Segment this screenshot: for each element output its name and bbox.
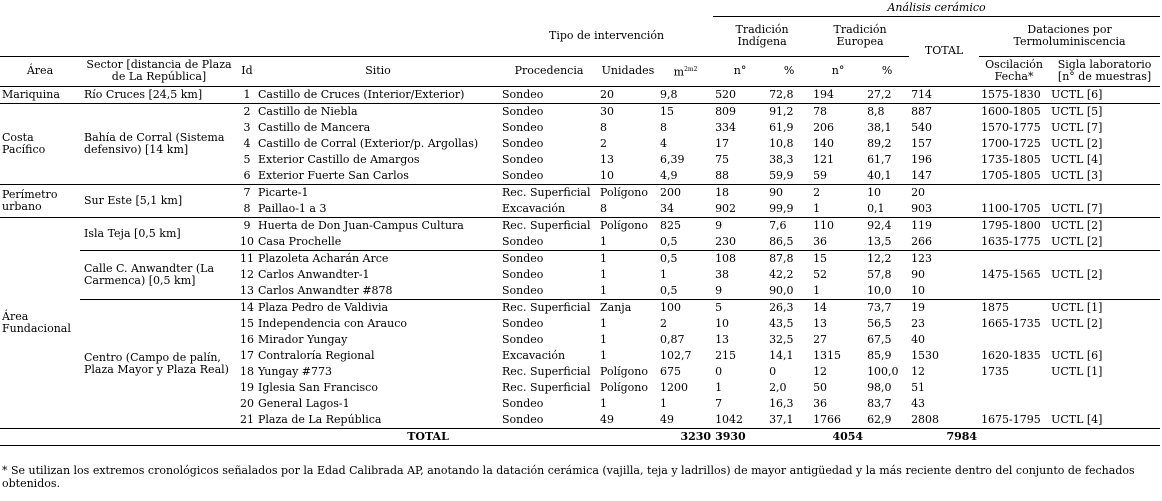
n-indigena-cell: 88	[715, 168, 730, 182]
sigla-cell: UCTL [3]	[1051, 168, 1103, 182]
n-europea-cell: 13	[813, 316, 828, 330]
pct-indigena-cell: 61,9	[769, 120, 794, 134]
n-europea-cell: 1	[813, 283, 821, 297]
sitio-cell: Castillo de Corral (Exterior/p. Argollas)	[258, 136, 479, 150]
id-cell: 8	[243, 201, 251, 215]
pct-europea-cell: 38,1	[867, 120, 892, 134]
unidades-cell: 20	[600, 87, 614, 101]
unidades-cell: 1	[600, 396, 607, 410]
sigla-cell	[1049, 380, 1160, 396]
procedencia-cell: Sondeo	[502, 412, 544, 426]
m2-cell: 34	[660, 201, 674, 215]
pct-europea-cell: 56,5	[867, 316, 892, 330]
sigla-cell	[1049, 283, 1160, 300]
procedencia-cell: Excavación	[502, 348, 566, 362]
n-indigena-cell: 75	[715, 152, 730, 166]
total-cell: 123	[909, 250, 979, 267]
n-europea-cell: 59	[813, 168, 828, 182]
oscilacion-cell: 1475-1565	[981, 267, 1041, 281]
sitio-cell: Carlos Anwandter-1	[258, 267, 370, 281]
pct-indigena-cell: 90	[767, 184, 811, 201]
m2-cell: 825	[658, 217, 713, 234]
m2-cell: 102,7	[660, 348, 692, 362]
unidades-cell: Polígono	[600, 364, 648, 378]
m2-cell: 6,39	[660, 152, 685, 166]
area-cell: Mariquina	[2, 87, 60, 101]
pct-indigena-cell: 99,9	[769, 201, 794, 215]
totals-row	[0, 428, 1160, 445]
footnote: * Se utilizan los extremos cronológicos señalados por la Edad Calibrada AP, anotando la datación cerámica (vajilla, teja y ladrillos) de mayor antigüedad y la más reciente dentro del conjunto de fechados obtenidos.	[2, 464, 1135, 490]
id-cell: 18	[240, 364, 254, 378]
oscilacion-cell: 1570-1775	[981, 120, 1041, 134]
sigla-cell: UCTL [2]	[1051, 316, 1103, 330]
procedencia-cell: Rec. Superficial	[502, 380, 591, 394]
n-indigena-cell: 215	[715, 348, 737, 362]
oscilacion-cell: 1675-1795	[981, 412, 1041, 426]
n-europea-cell: 36	[813, 234, 828, 248]
sitio-cell: Independencia con Arauco	[258, 316, 407, 330]
pct-europea-cell: 12,2	[865, 250, 909, 267]
sitio-cell: Picarte-1	[256, 184, 500, 201]
area-cell: Costa Pacífico	[0, 103, 80, 184]
id-cell: 19	[240, 380, 254, 394]
unidades-cell: 1	[600, 267, 607, 281]
sigla-heading: Sigla laboratorio [n° de muestras]	[1049, 56, 1160, 86]
unidades-cell: 1	[600, 332, 607, 346]
pct-indigena-cell: 0	[769, 364, 777, 378]
n-indigena-cell: 9	[715, 283, 723, 297]
pct-indigena-cell: 43,5	[769, 316, 794, 330]
m2-cell: 200	[658, 184, 713, 201]
sitio-cell: Plaza de La República	[258, 412, 382, 426]
table-row	[0, 299, 1160, 316]
sector-cell: Bahía de Corral (Sistema defensivo) [14 km]	[80, 103, 238, 184]
sitio-heading: Sitio	[256, 56, 500, 86]
pct-europea-cell: 40,1	[867, 168, 892, 182]
n-indigena-cell: 809	[713, 103, 767, 120]
sitio-cell: General Lagos-1	[258, 396, 350, 410]
unidades-cell: 13	[600, 152, 614, 166]
sitio-cell: Exterior Fuerte San Carlos	[258, 168, 409, 182]
sector-cell: Río Cruces [24,5 km]	[84, 87, 203, 101]
pct-europea-cell: 67,5	[867, 332, 892, 346]
id-cell: 20	[240, 396, 254, 410]
pct-indigena-cell: 2,0	[769, 380, 787, 394]
total-cell: 157	[911, 136, 933, 150]
table-row	[0, 217, 1160, 234]
m2-cell: 49	[660, 412, 674, 426]
pct-indigena-cell: 59,9	[769, 168, 794, 182]
totals-m2: 3230	[658, 428, 713, 445]
pct-indigena-cell: 42,2	[769, 267, 794, 281]
sitio-cell: Carlos Anwandter #878	[258, 283, 393, 297]
sigla-cell: UCTL [7]	[1051, 120, 1103, 134]
pct-indigena-cell: 72,8	[769, 87, 794, 101]
sitio-cell: Exterior Castillo de Amargos	[258, 152, 420, 166]
sigla-cell: UCTL [2]	[1051, 234, 1103, 248]
pct-europea-cell: 27,2	[867, 87, 892, 101]
m2-cell: 2	[660, 316, 667, 330]
n-europea-cell: 194	[813, 87, 835, 101]
unidades-cell: Zanja	[598, 299, 658, 316]
sitio-cell: Iglesia San Francisco	[258, 380, 378, 394]
sitio-cell: Huerta de Don Juan-Campus Cultura	[256, 217, 500, 234]
total-cell: 43	[911, 396, 926, 410]
procedencia-cell: Sondeo	[502, 136, 544, 150]
id-cell: 5	[243, 152, 251, 166]
oscilacion-cell	[979, 250, 1049, 267]
sigla-cell: UCTL [5]	[1049, 103, 1160, 120]
totals-label: TOTAL	[238, 428, 500, 445]
id-cell: 10	[240, 234, 254, 248]
procedencia-cell: Sondeo	[502, 316, 544, 330]
table-row	[0, 86, 1160, 103]
sitio-cell: Mirador Yungay	[258, 332, 348, 346]
n-europea-cell: 78	[811, 103, 865, 120]
n-europea-cell: 1315	[813, 348, 842, 362]
procedencia-cell: Sondeo	[502, 120, 544, 134]
oscilacion-cell: 1100-1705	[981, 201, 1041, 215]
n-indigena-cell: 230	[715, 234, 737, 248]
sigla-cell: UCTL [7]	[1051, 201, 1103, 215]
procedencia-cell: Sondeo	[500, 250, 598, 267]
oscilacion-heading: Oscilación Fecha*	[979, 56, 1049, 86]
procedencia-cell: Sondeo	[502, 234, 544, 248]
unidades-cell: 1	[600, 348, 607, 362]
n-indigena-cell: 10	[715, 316, 730, 330]
sitio-cell: Contraloría Regional	[258, 348, 375, 362]
pct-europea-cell: 0,1	[867, 201, 885, 215]
sector-cell: Sur Este [5,1 km]	[80, 184, 238, 217]
m2-cell: 4,9	[660, 168, 678, 182]
tradicion-europea-heading: Tradición Europea	[811, 16, 909, 56]
m2-cell: 4	[660, 136, 667, 150]
n-europea-cell: 2	[811, 184, 865, 201]
n-indigena-heading: n°	[713, 56, 767, 86]
id-cell: 12	[240, 267, 254, 281]
table-row	[0, 103, 1160, 120]
n-indigena-cell: 902	[715, 201, 737, 215]
oscilacion-cell: 1620-1835	[981, 348, 1041, 362]
pct-europea-cell: 10	[865, 184, 909, 201]
sitio-cell: Plaza Pedro de Valdivia	[256, 299, 500, 316]
procedencia-cell: Excavación	[502, 201, 566, 215]
pct-indigena-heading: %	[767, 56, 811, 86]
pct-indigena-cell: 14,1	[769, 348, 794, 362]
procedencia-cell: Sondeo	[502, 332, 544, 346]
sector-cell: Calle C. Anwandter (La Carmenca) [0,5 km]	[80, 250, 238, 299]
n-europea-cell: 206	[813, 120, 835, 134]
pct-indigena-cell: 26,3	[767, 299, 811, 316]
n-indigena-cell: 18	[713, 184, 767, 201]
id-cell: 4	[243, 136, 251, 150]
total-cell: 20	[909, 184, 979, 201]
sitio-cell: Castillo de Niebla	[256, 103, 500, 120]
procedencia-cell: Rec. Superficial	[502, 364, 591, 378]
total-cell: 23	[911, 316, 926, 330]
pct-indigena-cell: 7,6	[767, 217, 811, 234]
oscilacion-cell: 1735-1805	[981, 152, 1041, 166]
total-cell: 887	[909, 103, 979, 120]
unidades-cell: 30	[598, 103, 658, 120]
sitio-cell: Castillo de Cruces (Interior/Exterior)	[258, 87, 465, 101]
table-body	[0, 86, 1160, 428]
total-cell: 40	[911, 332, 926, 346]
id-cell: 14	[240, 300, 254, 314]
m2-cell: 9,8	[660, 87, 678, 101]
pct-indigena-cell: 32,5	[769, 332, 794, 346]
id-cell: 21	[240, 412, 254, 426]
oscilacion-cell: 1575-1830	[981, 87, 1041, 101]
procedencia-cell: Sondeo	[502, 283, 544, 297]
id-cell: 6	[243, 168, 251, 182]
totals-total: 7984	[909, 428, 979, 445]
m2-cell: 0,5	[660, 283, 678, 297]
n-indigena-cell: 13	[715, 332, 730, 346]
pct-europea-cell: 89,2	[867, 136, 892, 150]
pct-indigena-cell: 87,8	[767, 250, 811, 267]
area-cell: Perímetro urbano	[0, 184, 80, 217]
n-indigena-cell: 108	[713, 250, 767, 267]
id-cell: 13	[240, 283, 254, 297]
total-cell: 119	[909, 217, 979, 234]
total-cell: 266	[911, 234, 933, 248]
pct-europea-cell: 62,9	[867, 412, 892, 426]
id-cell: 17	[240, 348, 254, 362]
n-indigena-cell: 9	[713, 217, 767, 234]
total-cell: 19	[909, 299, 979, 316]
n-europea-heading: n°	[811, 56, 865, 86]
pct-europea-cell: 85,9	[867, 348, 892, 362]
m2-heading-text: m	[673, 65, 685, 79]
unidades-cell: 8	[600, 201, 607, 215]
unidades-cell: 1	[600, 283, 607, 297]
n-europea-cell: 15	[811, 250, 865, 267]
pct-europea-cell: 61,7	[867, 152, 892, 166]
total-cell: 903	[911, 201, 933, 215]
unidades-cell: Polígono	[598, 184, 658, 201]
sigla-cell	[1049, 250, 1160, 267]
oscilacion-cell: 1735	[981, 364, 1010, 378]
oscilacion-cell	[979, 283, 1049, 300]
oscilacion-cell	[979, 396, 1049, 412]
procedencia-heading: Procedencia	[500, 56, 598, 86]
unidades-cell: 2	[600, 136, 607, 150]
sigla-cell: UCTL [4]	[1051, 152, 1103, 166]
pct-europea-cell: 83,7	[867, 396, 892, 410]
n-indigena-cell: 1	[715, 380, 723, 394]
m2-cell: 1200	[660, 380, 688, 394]
m2-heading-sup: 2m2	[684, 65, 698, 73]
m2-cell: 675	[660, 364, 681, 378]
unidades-cell: 1	[600, 234, 607, 248]
n-europea-cell: 1766	[813, 412, 842, 426]
procedencia-cell: Rec. Superficial	[500, 217, 598, 234]
total-cell: 2808	[911, 412, 940, 426]
sigla-cell	[1049, 396, 1160, 412]
sitio-cell: Yungay #773	[258, 364, 332, 378]
area-cell: Área Fundacional	[0, 217, 80, 428]
pct-indigena-cell: 16,3	[769, 396, 794, 410]
oscilacion-cell: 1635-1775	[981, 234, 1041, 248]
pct-europea-cell: 13,5	[867, 234, 892, 248]
total-cell: 90	[911, 267, 926, 281]
unidades-cell: 1	[598, 250, 658, 267]
pct-europea-heading: %	[865, 56, 909, 86]
unidades-cell: 1	[600, 316, 607, 330]
pct-indigena-cell: 91,2	[767, 103, 811, 120]
n-europea-cell: 140	[813, 136, 835, 150]
n-indigena-cell: 334	[715, 120, 737, 134]
id-cell: 3	[243, 120, 251, 134]
oscilacion-cell	[979, 184, 1049, 201]
procedencia-cell: Sondeo	[500, 103, 598, 120]
procedencia-cell: Sondeo	[502, 87, 544, 101]
table-row	[0, 250, 1160, 267]
sigla-cell: UCTL [1]	[1051, 364, 1103, 378]
pct-europea-cell: 8,8	[865, 103, 909, 120]
unidades-heading: Unidades	[598, 56, 658, 86]
sigla-cell: UCTL [2]	[1049, 217, 1160, 234]
m2-cell: 0,5	[660, 234, 678, 248]
procedencia-cell: Rec. Superficial	[500, 184, 598, 201]
id-cell: 2	[238, 103, 256, 120]
sigla-cell	[1049, 184, 1160, 201]
pct-indigena-cell: 10,8	[769, 136, 794, 150]
n-europea-cell: 50	[813, 380, 828, 394]
unidades-cell: Polígono	[600, 380, 648, 394]
m2-cell: 8	[660, 120, 667, 134]
pct-europea-cell: 100,0	[867, 364, 899, 378]
oscilacion-cell	[979, 380, 1049, 396]
pct-indigena-cell: 90,0	[769, 283, 794, 297]
id-cell: 7	[238, 184, 256, 201]
n-indigena-cell: 1042	[715, 412, 744, 426]
totals-n-europea: 4054	[811, 428, 865, 445]
sitio-cell: Plazoleta Acharán Arce	[256, 250, 500, 267]
oscilacion-cell: 1600-1805	[979, 103, 1049, 120]
total-cell: 51	[911, 380, 926, 394]
pct-indigena-cell: 86,5	[769, 234, 794, 248]
pct-indigena-cell: 37,1	[769, 412, 794, 426]
n-europea-cell: 52	[813, 267, 828, 281]
id-cell: 15	[240, 316, 254, 330]
area-heading: Área	[0, 56, 80, 86]
n-europea-cell: 110	[811, 217, 865, 234]
sector-heading: Sector [distancia de Plaza de La República]	[80, 56, 238, 86]
oscilacion-cell: 1665-1735	[981, 316, 1041, 330]
pct-europea-cell: 10,0	[867, 283, 892, 297]
total-cell: 196	[911, 152, 933, 166]
tradicion-indigena-heading: Tradición Indígena	[713, 16, 811, 56]
sigla-cell: UCTL [6]	[1051, 87, 1103, 101]
n-europea-cell: 12	[813, 364, 828, 378]
n-indigena-cell: 17	[715, 136, 730, 150]
sigla-cell: UCTL [2]	[1051, 267, 1103, 281]
unidades-cell: Polígono	[598, 217, 658, 234]
sitio-cell: Castillo de Mancera	[258, 120, 371, 134]
id-cell: 9	[238, 217, 256, 234]
n-europea-cell: 1	[813, 201, 821, 215]
n-europea-cell: 14	[811, 299, 865, 316]
total-cell: 10	[911, 283, 926, 297]
procedencia-cell: Sondeo	[502, 267, 544, 281]
m2-heading	[658, 56, 713, 86]
dataciones-heading: Dataciones por Termoluminiscencia	[979, 16, 1160, 56]
total-heading: TOTAL	[909, 16, 979, 86]
oscilacion-cell: 1875	[979, 299, 1049, 316]
m2-cell: 0,5	[658, 250, 713, 267]
sigla-cell: UCTL [4]	[1051, 412, 1103, 426]
n-europea-cell: 121	[813, 152, 835, 166]
tipo-intervencion-heading: Tipo de intervención	[500, 16, 713, 56]
id-cell: 16	[240, 332, 254, 346]
n-indigena-cell: 0	[715, 364, 723, 378]
procedencia-cell: Rec. Superficial	[500, 299, 598, 316]
oscilacion-cell	[979, 332, 1049, 348]
pct-europea-cell: 57,8	[867, 267, 892, 281]
total-cell: 540	[911, 120, 933, 134]
oscilacion-cell: 1795-1800	[979, 217, 1049, 234]
pct-europea-cell: 73,7	[865, 299, 909, 316]
table-row	[0, 184, 1160, 201]
unidades-cell: 49	[600, 412, 614, 426]
sigla-cell: UCTL [6]	[1051, 348, 1103, 362]
total-cell: 714	[911, 87, 933, 101]
n-europea-cell: 27	[813, 332, 828, 346]
oscilacion-cell: 1705-1805	[981, 168, 1041, 182]
procedencia-cell: Sondeo	[502, 168, 544, 182]
m2-cell: 100	[658, 299, 713, 316]
procedencia-cell: Sondeo	[502, 152, 544, 166]
pct-indigena-cell: 38,3	[769, 152, 794, 166]
id-heading: Id	[238, 56, 256, 86]
n-indigena-cell: 38	[715, 267, 730, 281]
total-cell: 12	[911, 364, 926, 378]
m2-cell: 1	[660, 267, 667, 281]
id-cell: 1	[243, 87, 251, 101]
sigla-cell	[1049, 332, 1160, 348]
total-cell: 1530	[911, 348, 940, 362]
m2-cell: 0,87	[660, 332, 685, 346]
totals-n-indigena: 3930	[713, 428, 767, 445]
procedencia-cell: Sondeo	[502, 396, 544, 410]
sitio-cell: Casa Prochelle	[258, 234, 342, 248]
sector-cell: Isla Teja [0,5 km]	[80, 217, 238, 250]
n-indigena-cell: 5	[713, 299, 767, 316]
m2-cell: 15	[658, 103, 713, 120]
n-indigena-cell: 520	[715, 87, 737, 101]
analisis-ceramico-heading: Análisis cerámico	[713, 0, 1160, 16]
sigla-cell: UCTL [1]	[1049, 299, 1160, 316]
oscilacion-cell: 1700-1725	[981, 136, 1041, 150]
sector-cell: Centro (Campo de palín, Plaza Mayor y Plaza Real)	[80, 299, 238, 428]
unidades-cell: 10	[600, 168, 614, 182]
n-europea-cell: 36	[813, 396, 828, 410]
sitio-cell: Paillao-1 a 3	[258, 201, 327, 215]
id-cell: 11	[240, 251, 254, 265]
m2-cell: 1	[660, 396, 667, 410]
total-cell: 147	[911, 168, 933, 182]
pct-europea-cell: 98,0	[867, 380, 892, 394]
n-indigena-cell: 7	[715, 396, 723, 410]
unidades-cell: 8	[600, 120, 607, 134]
sigla-cell: UCTL [2]	[1051, 136, 1103, 150]
pct-europea-cell: 92,4	[865, 217, 909, 234]
